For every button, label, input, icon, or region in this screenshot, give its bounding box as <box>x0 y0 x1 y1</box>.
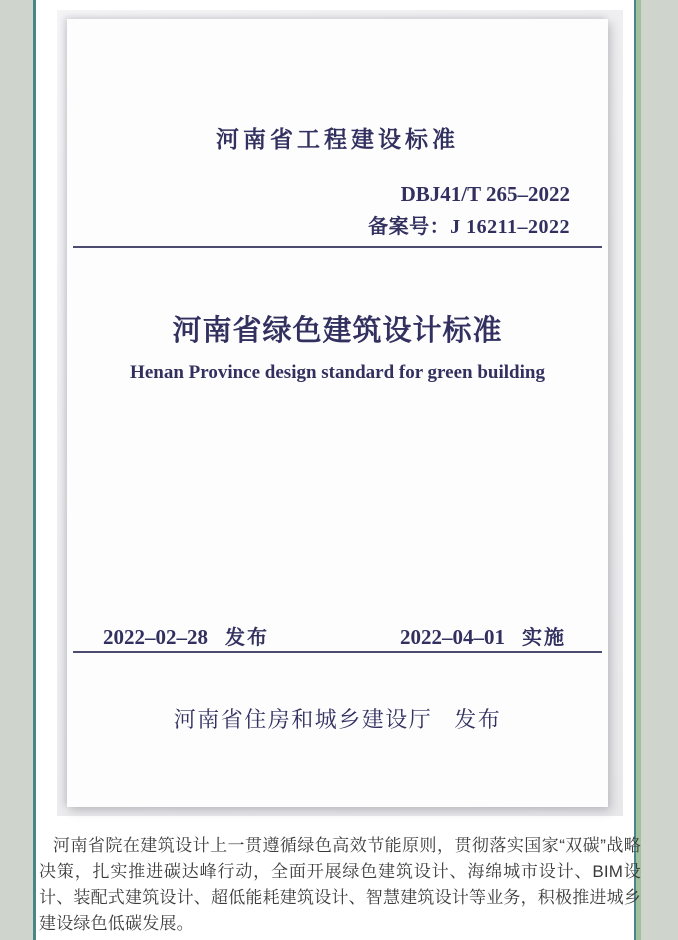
left-sage-stripe <box>0 0 33 940</box>
dates-divider-rule <box>73 651 602 653</box>
standard-category-label: 河南省工程建设标准 <box>216 126 459 152</box>
standard-title-zh: 河南省绿色建筑设计标准 <box>172 315 503 347</box>
article-paragraph: 河南省院在建筑设计上一贯遵循绿色高效节能原则，贯彻落实国家“双碳”战略决策，扎实推进碳达峰行动，全面开展绿色建筑设计、海绵城市设计、BIM设计、装配式建筑设计、超低能耗建筑设计、智慧建筑设计等业务，积极推进城乡建设绿色低碳发展。 <box>39 836 641 933</box>
standard-cover-image[interactable] <box>57 10 623 816</box>
dates-row <box>103 621 566 650</box>
left-teal-stripe <box>33 0 36 940</box>
issue-date-label: 发布 <box>225 627 269 649</box>
standard-cover-page <box>67 19 608 807</box>
publisher-row <box>67 703 608 734</box>
issue-date-group <box>103 621 269 650</box>
effective-date: 2022–04–01 <box>400 625 505 649</box>
standard-title-en: Henan Province design standard for green building <box>130 362 545 383</box>
effective-date-group <box>400 621 566 650</box>
standard-code: DBJ41/T 265–2022 <box>400 182 570 206</box>
effective-date-label: 实施 <box>522 627 566 649</box>
publisher-action-label: 发布 <box>454 707 502 732</box>
record-number: 备案号：J 16211–2022 <box>368 216 570 238</box>
publisher-name: 河南省住房和城乡建设厅 <box>173 707 433 732</box>
right-sage-stripe <box>641 0 678 940</box>
standard-codes-block <box>368 182 570 239</box>
header-divider-rule <box>73 246 602 248</box>
issue-date: 2022–02–28 <box>103 625 208 649</box>
